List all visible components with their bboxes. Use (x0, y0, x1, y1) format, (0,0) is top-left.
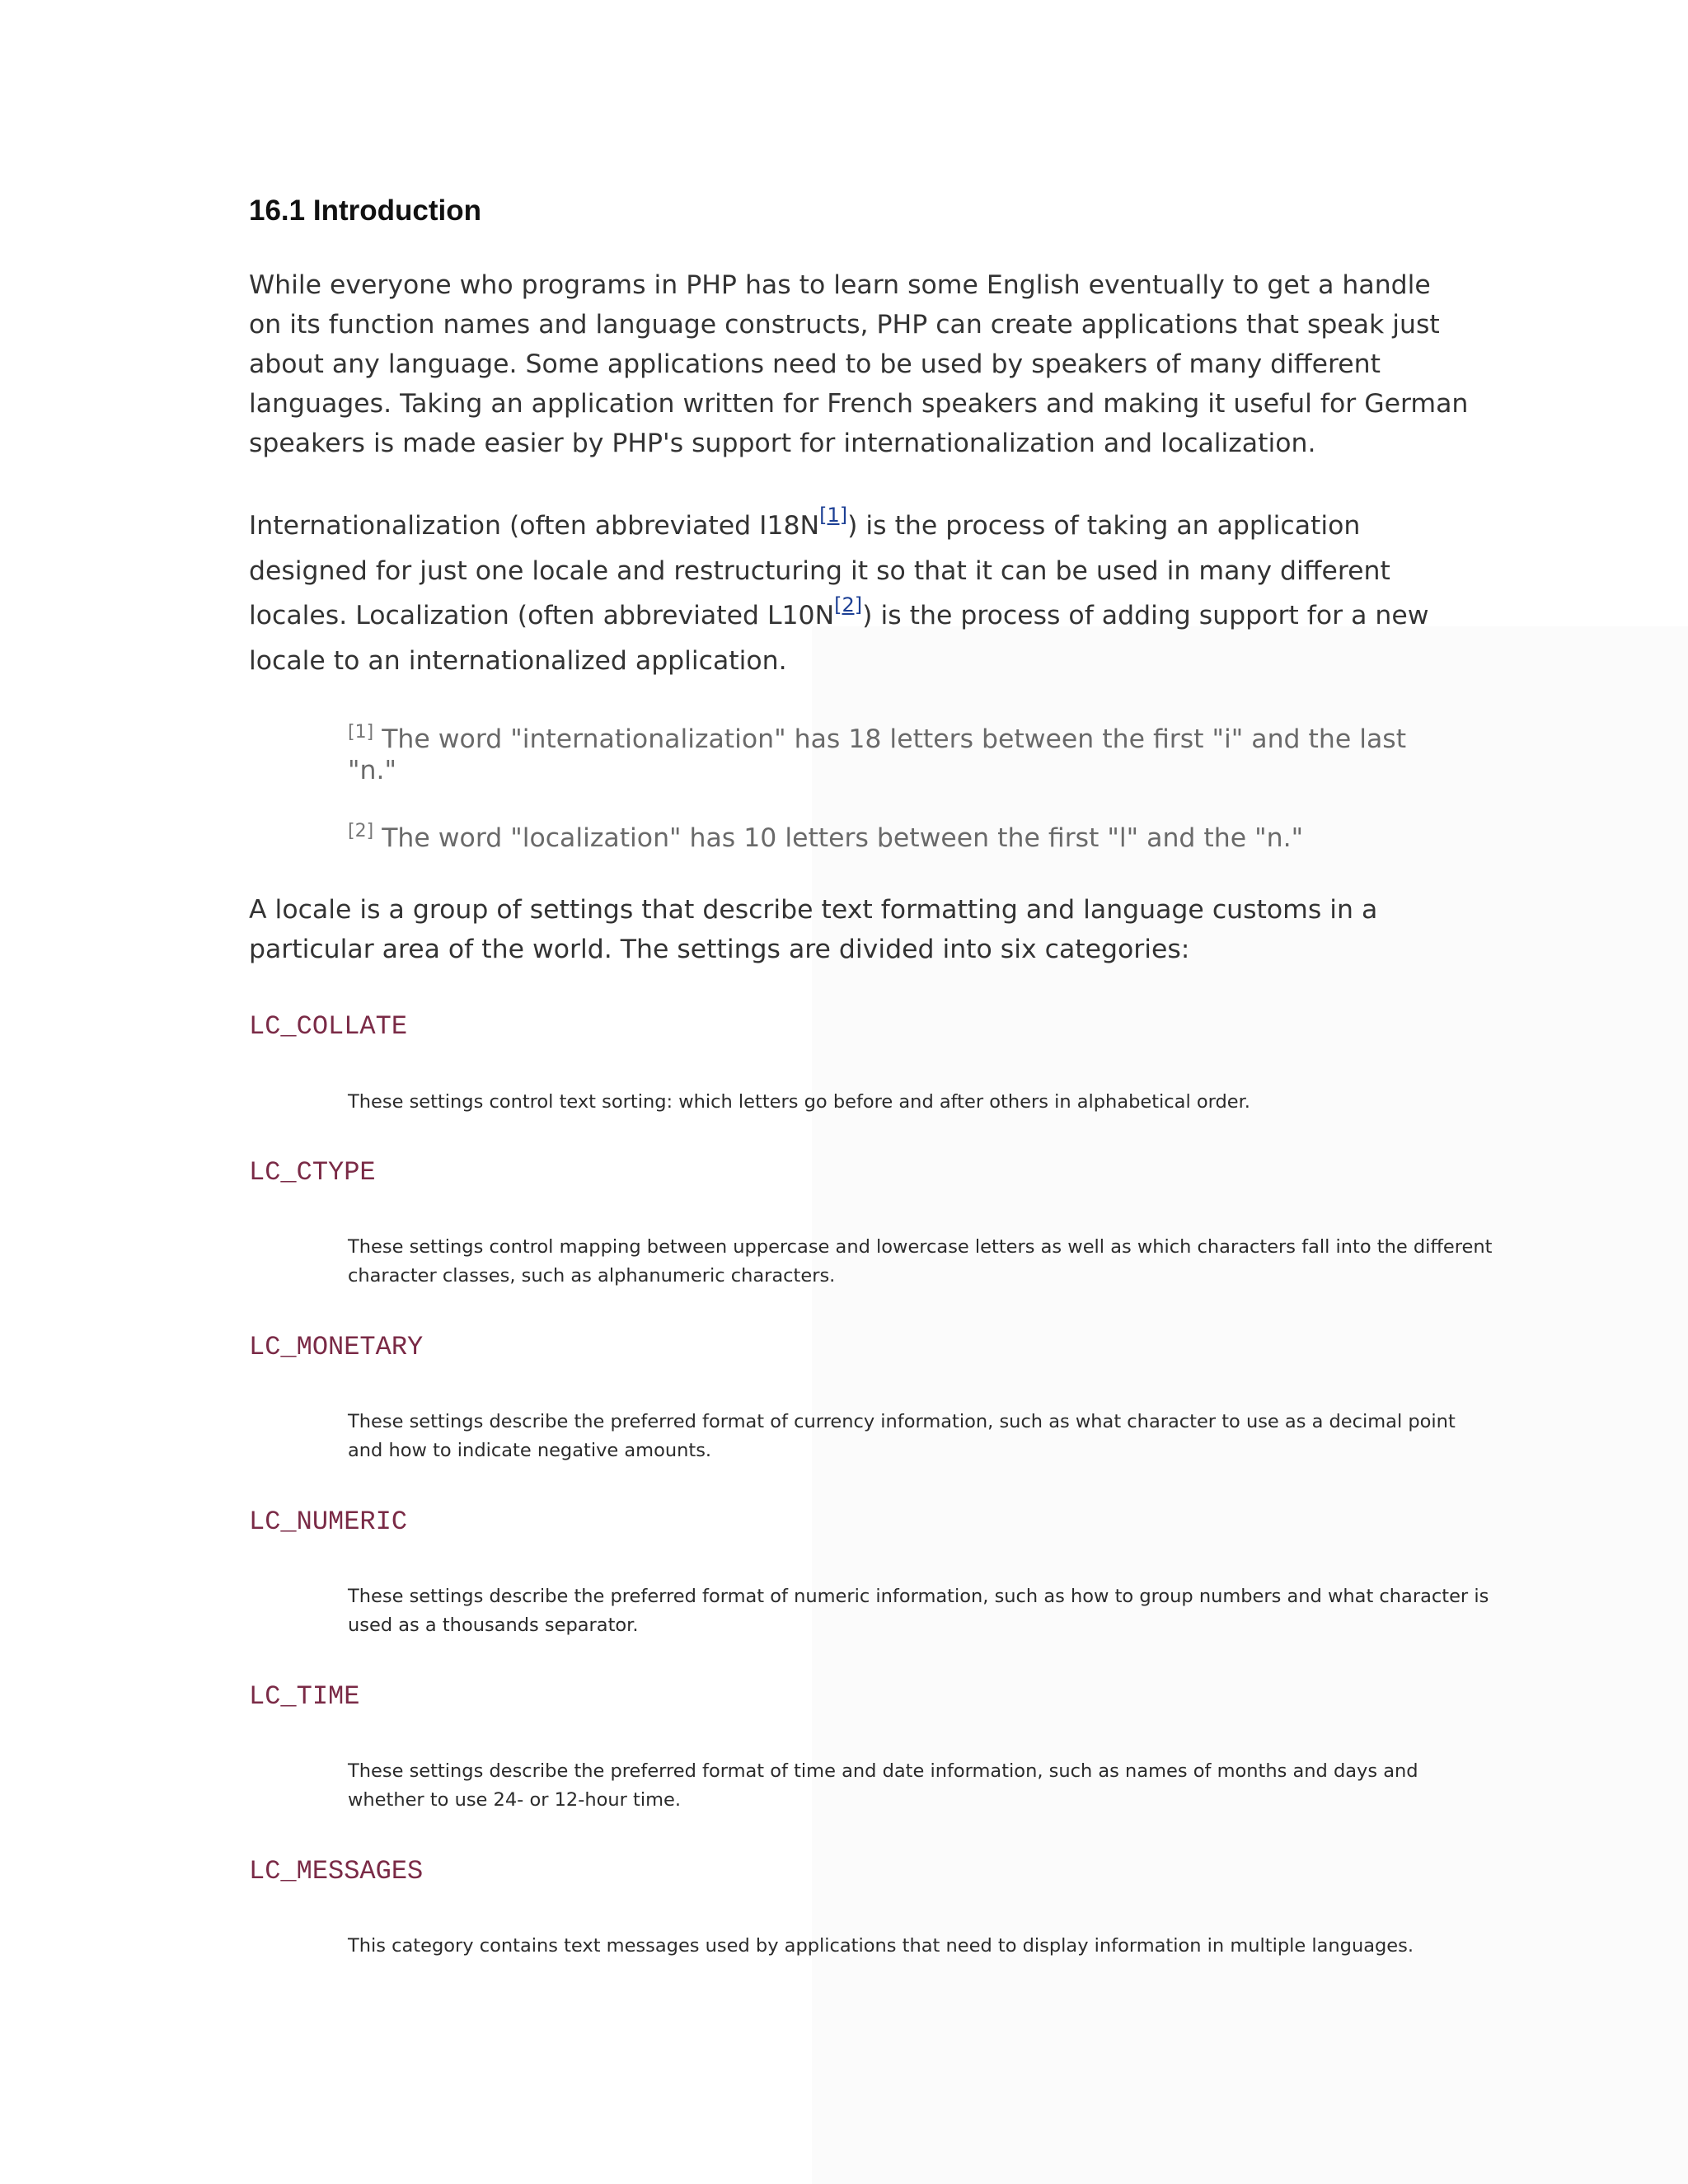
category-term-lc-monetary: LC_MONETARY (249, 1332, 424, 1362)
category-desc-lc-messages: This category contains text messages used by applications that need to display information in multiple languages. (348, 1935, 1414, 1957)
section-title: 16.1 Introduction (249, 194, 481, 227)
category-desc-lc-collate: These settings control text sorting: which letters go before and after others in alphabetical order. (348, 1091, 1250, 1113)
category-term-lc-numeric: LC_NUMERIC (249, 1507, 408, 1537)
category-term-lc-messages: LC_MESSAGES (249, 1856, 424, 1886)
footnote-1-text: The word "internationalization" has 18 letters between the first "i" and the last "n." (348, 724, 1407, 785)
i18n-text-part-3: ) is the process of adding support for a new locale to an internationalized application. (249, 601, 1429, 676)
category-desc-lc-ctype: These settings control mapping between uppercase and lowercase letters as well as which characters fall into the different character classes, such as alphanumeric characters. (348, 1236, 1493, 1286)
category-desc-lc-time: These settings describe the preferred format of time and date information, such as names of months and days and whether to use 24- or 12-hour time. (348, 1760, 1418, 1811)
i18n-text-part-2: ) is the process of taking an application designed for just one locale and restructuring it so that it can be used in many different locales. Localization (often abbreviated L10N (249, 511, 1390, 630)
category-term-lc-time: LC_TIME (249, 1681, 360, 1712)
footnote-2-text: The word "localization" has 10 letters between the first "l" and the "n." (382, 823, 1304, 853)
footnote-ref-1-link[interactable]: [1] (819, 504, 848, 527)
footnote-1-mark: [1] (348, 722, 374, 743)
category-term-lc-ctype: LC_CTYPE (249, 1157, 376, 1188)
footnote-2-mark: [2] (348, 821, 374, 841)
footnote-2 (348, 823, 1452, 854)
footnote-1 (348, 724, 1452, 786)
category-desc-lc-numeric: These settings describe the preferred format of numeric information, such as how to group numbers and what character is used as a thousands separator. (348, 1586, 1489, 1636)
locale-paragraph: A locale is a group of settings that describe text formatting and language customs in a particular area of the world. The settings are divided into six categories: (249, 895, 1378, 964)
category-desc-lc-monetary: These settings describe the preferred format of currency information, such as what character to use as a decimal point and how to indicate negative amounts. (348, 1411, 1456, 1461)
intro-paragraph: While everyone who programs in PHP has to learn some English eventually to get a handle on its function names and language constructs, PHP can create applications that speak just about any language. Some applications need to be used by speakers of many different languages. Taking an application written for French speakers and making it useful for German speakers is made easier by PHP's support for internationalization and localization. (249, 270, 1469, 458)
i18n-text-part-1: Internationalization (often abbreviated I18N (249, 511, 820, 541)
i18n-paragraph (249, 504, 1469, 683)
footnote-ref-2-link[interactable]: [2] (834, 593, 863, 616)
category-term-lc-collate: LC_COLLATE (249, 1011, 408, 1042)
